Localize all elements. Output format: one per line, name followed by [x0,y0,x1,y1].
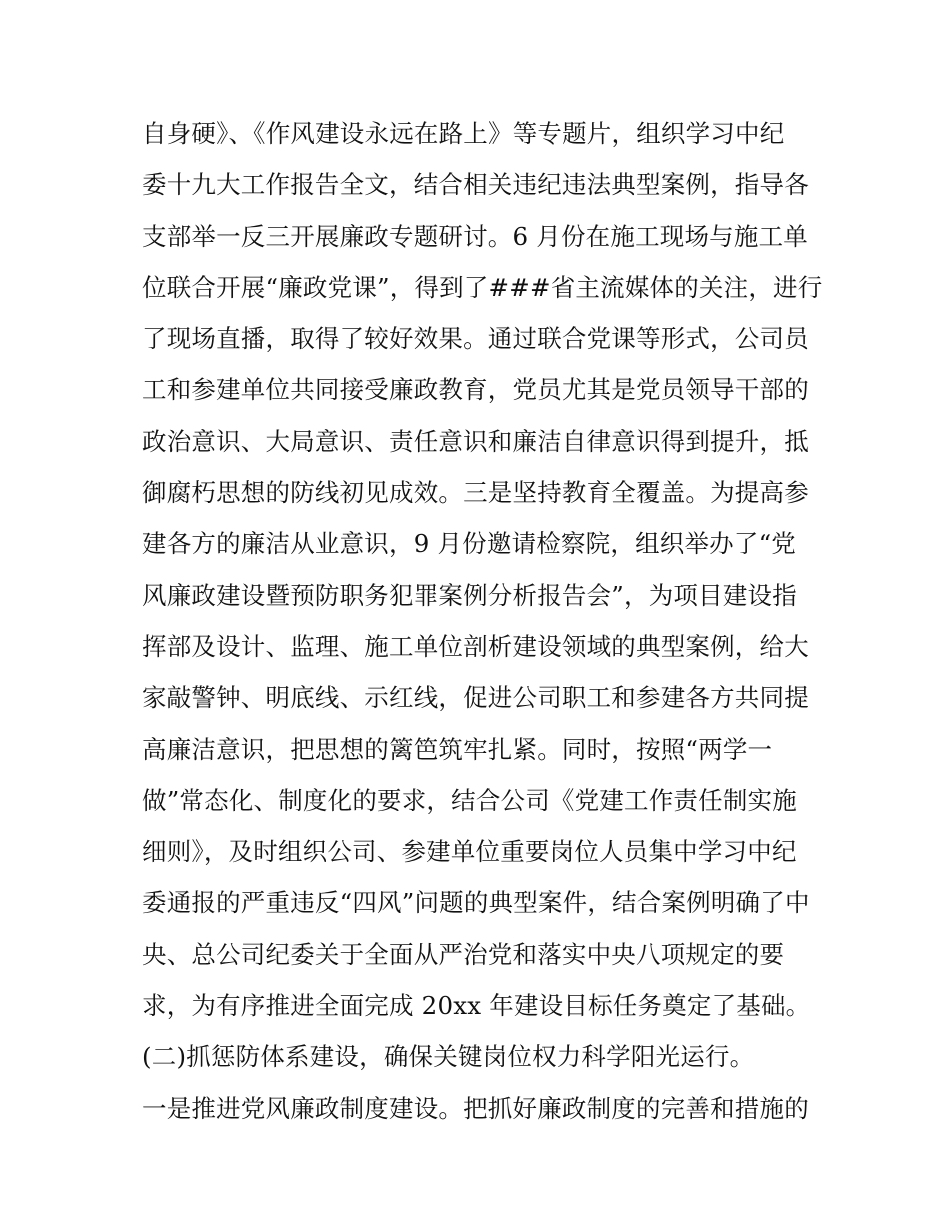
text-line: 支部举一反三开展廉政专题研讨。6 月份在施工现场与施工单 [142,221,808,251]
text-line: 做”常态化、制度化的要求，结合公司《党建工作责任制实施 [142,785,797,815]
text-line: 了现场直播，取得了较好效果。通过联合党课等形式，公司员 [142,324,809,354]
text-line: 自身硬》、《作风建设永远在路上》等专题片，组织学习中纪 [142,119,785,148]
text-line: 挥部及设计、监理、施工单位剖析建设领域的典型案例，给大 [142,631,809,661]
section-heading: (二)抓惩防体系建设，确保关键岗位权力科学阳光运行。 [142,1042,755,1072]
text-line: 位联合开展“廉政党课”，得到了###省主流媒体的关注，进行 [142,272,823,302]
text-line: 委通报的严重违反“四风”问题的典型案件，结合案例明确了中 [142,888,810,918]
text-line: 一是推进党风廉政制度建设。把抓好廉政制度的完善和措施的 [142,1093,809,1123]
text-line: 风廉政建设暨预防职务犯罪案例分析报告会”，为项目建设指 [142,580,797,610]
text-line: 建各方的廉洁从业意识，9 月份邀请检察院，组织举办了“党 [142,529,796,559]
text-line: 高廉洁意识，把思想的篱笆筑牢扎紧。同时，按照“两学一 [142,734,773,764]
text-line: 求，为有序推进全面完成 20xx 年建设目标任务奠定了基础。 [142,991,811,1021]
text-line: 央、总公司纪委关于全面从严治党和落实中央八项规定的要 [142,939,785,969]
text-line: 细则》，及时组织公司、参建单位重要岗位人员集中学习中纪 [142,837,797,867]
text-line: 御腐朽思想的防线初见成效。三是坚持教育全覆盖。为提高参 [142,478,809,508]
text-line: 政治意识、大局意识、责任意识和廉洁自律意识得到提升，抵 [142,426,809,456]
body-text [142,108,822,1134]
text-line: 家敲警钟、明底线、示红线，促进公司职工和参建各方共同提 [142,683,809,713]
text-line: 工和参建单位共同接受廉政教育，党员尤其是党员领导干部的 [142,375,809,405]
text-line: 委十九大工作报告全文，结合相关违纪违法典型案例，指导各 [142,170,809,200]
